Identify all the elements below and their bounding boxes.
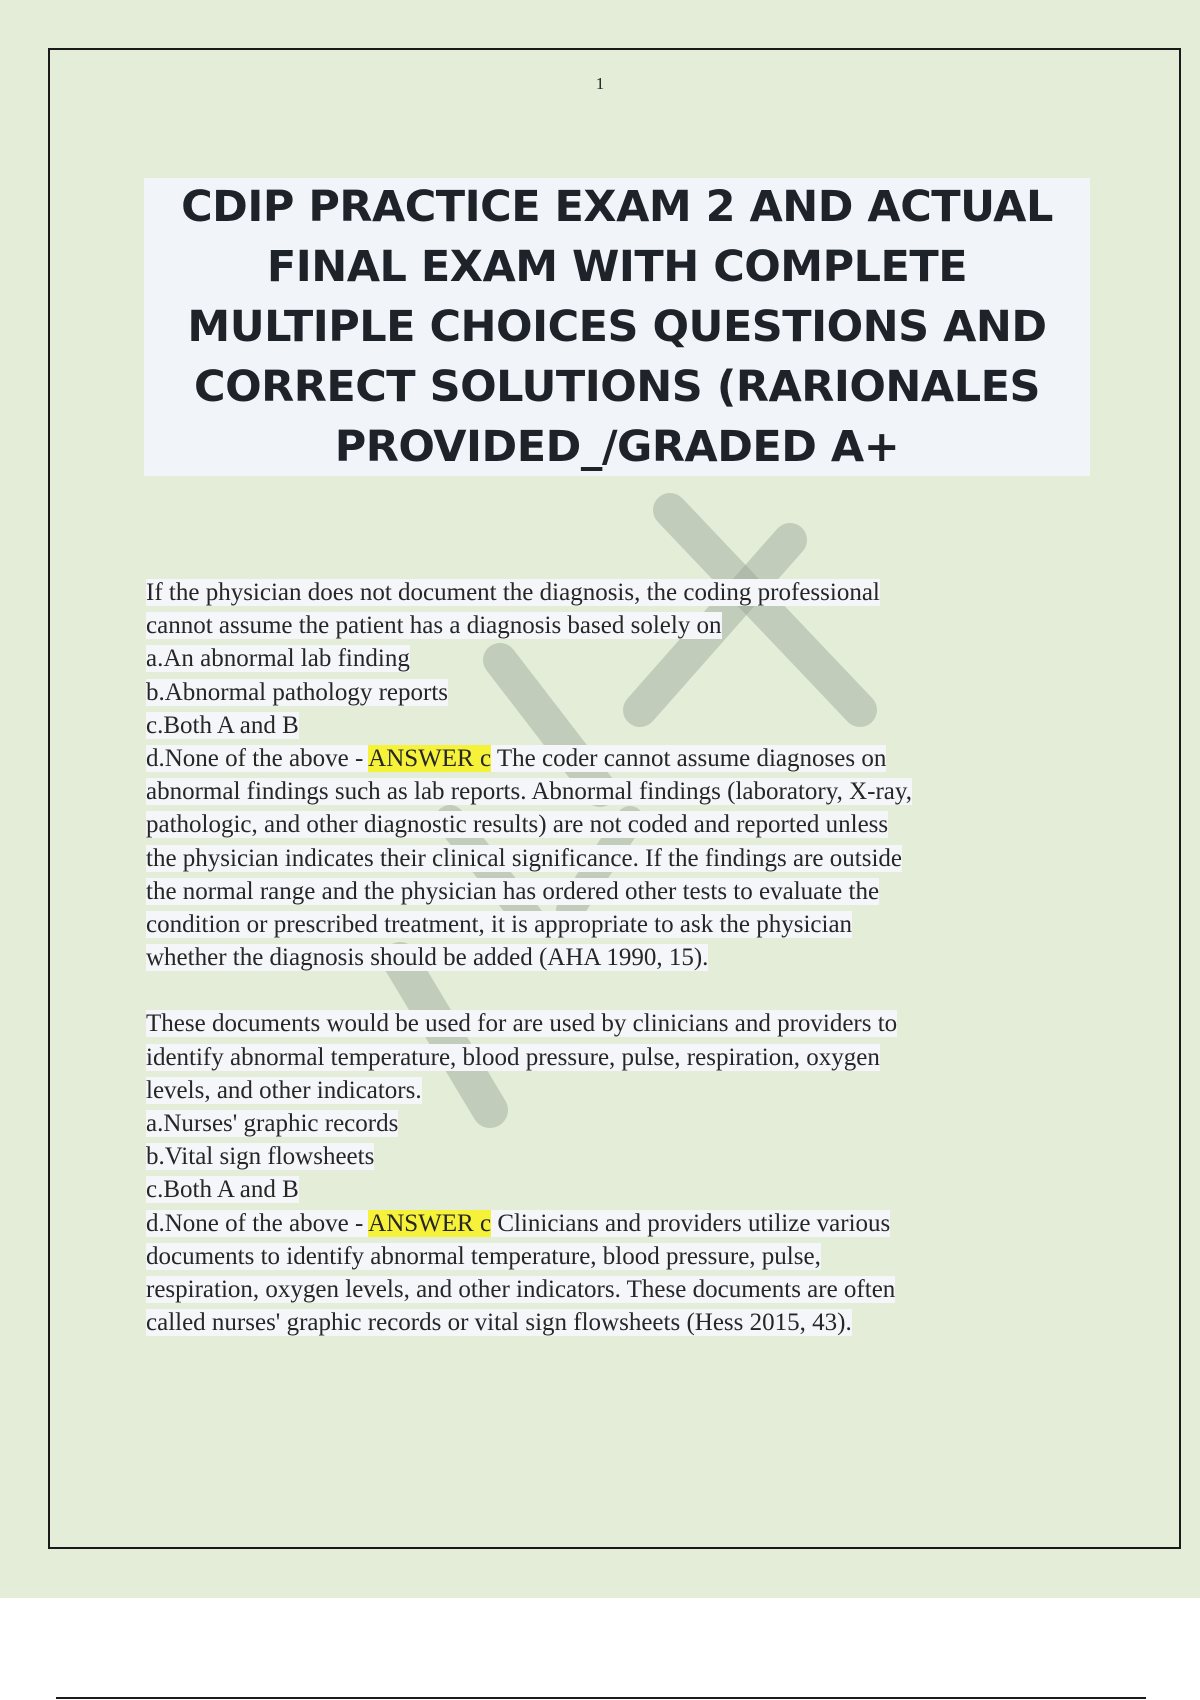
question-stem-line: identify abnormal temperature, blood pressure, pulse, respiration, oxygen [146, 1043, 880, 1071]
rationale-line: abnormal findings such as lab reports. Abnormal findings (laboratory, X-ray, [146, 778, 913, 806]
answer-highlight: ANSWER c [368, 745, 492, 773]
question-block [146, 1007, 1086, 1339]
title-line: PROVIDED_/GRADED A+ [334, 422, 900, 472]
answer-option-c: c.Both A and B [146, 711, 299, 739]
document-title [147, 177, 1087, 477]
answer-option-d: d.None of the above - ANSWER c The coder cannot assume diagnoses on [146, 745, 887, 773]
question-stem-line: cannot assume the patient has a diagnosis based solely on [146, 612, 722, 640]
title-line: CDIP PRACTICE EXAM 2 AND ACTUAL [181, 182, 1053, 232]
question-stem-line: These documents would be used for are used by clinicians and providers to [146, 1010, 898, 1038]
title-line: MULTIPLE CHOICES QUESTIONS AND [187, 302, 1047, 352]
rationale-line: pathologic, and other diagnostic results) are not coded and reported unless [146, 811, 889, 839]
rationale-line: called nurses' graphic records or vital sign flowsheets (Hess 2015, 43). [146, 1309, 852, 1337]
answer-option-c: c.Both A and B [146, 1176, 299, 1204]
question-stem-line: If the physician does not document the diagnosis, the coding professional [146, 579, 880, 606]
title-box [144, 178, 1090, 476]
rationale-line: whether the diagnosis should be added (AHA 1990, 15). [146, 944, 709, 972]
rationale-line: the physician indicates their clinical significance. If the findings are outside [146, 844, 902, 872]
rationale-text: Clinicians and providers utilize various [491, 1209, 891, 1237]
title-line: FINAL EXAM WITH COMPLETE [266, 242, 968, 292]
question-block [146, 576, 1086, 974]
question-stem-line: levels, and other indicators. [146, 1076, 422, 1104]
answer-option-a: a.Nurses' graphic records [146, 1110, 399, 1138]
answer-option-a: a.An abnormal lab finding [146, 645, 410, 673]
title-line: CORRECT SOLUTIONS (RARIONALES [194, 362, 1040, 412]
answer-highlight: ANSWER c [368, 1209, 492, 1237]
answer-option-b: b.Abnormal pathology reports [146, 678, 449, 706]
rationale-text: The coder cannot assume diagnoses on [491, 745, 887, 773]
page-number: 1 [595, 74, 605, 93]
footer-rule [56, 1697, 1146, 1699]
rationale-line: condition or prescribed treatment, it is appropriate to ask the physician [146, 911, 853, 939]
paragraph-gap [146, 974, 1086, 1007]
document-body [146, 576, 1086, 1339]
answer-option-b: b.Vital sign flowsheets [146, 1143, 375, 1171]
rationale-line: respiration, oxygen levels, and other indicators. These documents are often [146, 1276, 896, 1304]
rationale-line: documents to identify abnormal temperature, blood pressure, pulse, [146, 1242, 821, 1270]
answer-option-d: d.None of the above - ANSWER c Clinicians and providers utilize various [146, 1209, 891, 1237]
rationale-line: the normal range and the physician has ordered other tests to evaluate the [146, 877, 880, 905]
